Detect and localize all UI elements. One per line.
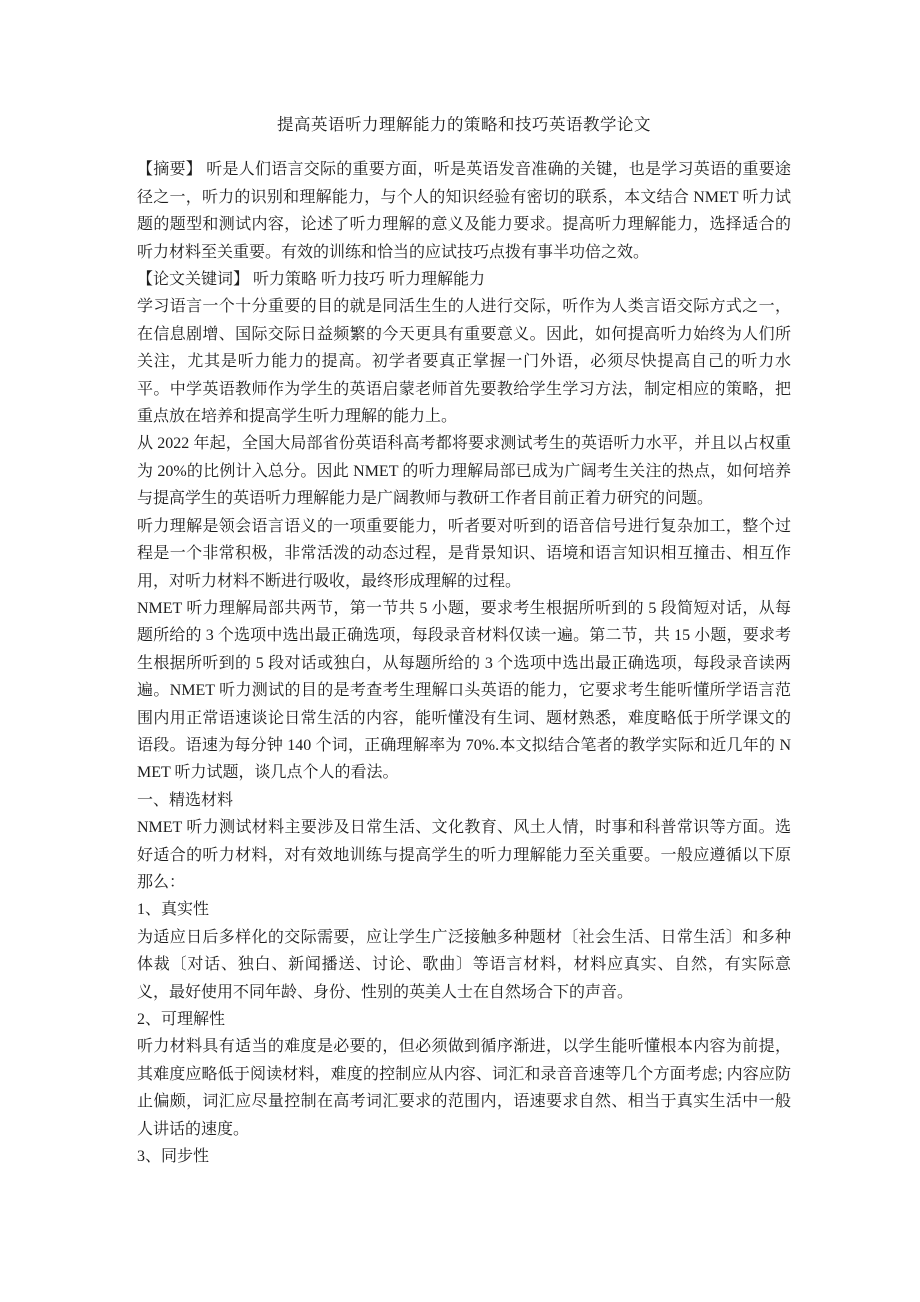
heading-authenticity: 1、真实性	[137, 901, 210, 919]
paragraph-intro: 学习语言一个十分重要的目的就是同活生生的人进行交际，听作为人类言语交际方式之一，在信息剧增、国际交际日益频繁的今天更具有重要意义。因此，如何提高听力始终为人们所关注，尤其是听力能力的提高。初学者要真正掌握一门外语，必须尽快提高自己的听力水平。中学英语教师作为学生的英语启蒙老师首先要教给学生学习方法，制定相应的策略，把重点放在培养和提高学生听力理解的能力上。	[137, 298, 791, 426]
paragraph-abstract: 【摘要】 听是人们语言交际的重要方面，听是英语发音准确的关键，也是学习英语的重要途径之一，听力的识别和理解能力，与个人的知识经验有密切的联系，本文结合 NMET 听力试题的题型和测试内容，论述了听力理解的意义及能力要求。提高听力理解能力，选择适合的听力材料至关重要。有效的训练和恰当的应试技巧点拨有事半功倍之效。	[137, 161, 791, 261]
document-title: 提高英语听力理解能力的策略和技巧英语教学论文	[277, 115, 651, 134]
heading-section-one-selected-materials: 一、精选材料	[137, 791, 234, 809]
paragraph-exam-background: 从 2022 年起，全国大局部省份英语科高考都将要求测试考生的英语听力水平，并且以占权重为 20%的比例计入总分。因此 NMET 的听力理解局部已成为广阔考生关注的热点，如何培养与提高学生的英语听力理解能力是广阔教师与教研工作者目前正着力研究的问题。	[137, 435, 791, 508]
paragraph-nmet-structure: NMET 听力理解局部共两节，第一节共 5 小题，要求考生根据所听到的 5 段简短对话，从每题所给的 3 个选项中选出最正确选项，每段录音材料仅读一遍。第二节，共 15 小题，要求考生根据所听到的 5 段对话或独白，从每题所给的 3 个选项中选出最正确选项，每段录音读两遍。NMET 听力测试的目的是考查考生理解口头英语的能力，它要求考生能听懂所学语言范围内用正常语速谈论日常生活的内容，能听懂没有生词、题材熟悉，难度略低于所学课文的语段。语速为每分钟 140 个词，正确理解率为 70%.本文拟结合笔者的教学实际和近几年的 NMET 听力试题，谈几点个人的看法。	[137, 599, 791, 782]
paragraph-listening-definition: 听力理解是领会语言语义的一项重要能力，听者要对听到的语音信号进行复杂加工，整个过程是一个非常积极，非常活泼的动态过程，是背景知识、语境和语言知识相互撞击、相互作用，对听力材料不断进行吸收，最终形成理解的过程。	[137, 517, 791, 590]
paragraph-keywords: 【论文关键词】 听力策略 听力技巧 听力理解能力	[137, 271, 486, 289]
heading-synchronicity: 3、同步性	[137, 1148, 210, 1166]
paragraph-materials-overview: NMET 听力测试材料主要涉及日常生活、文化教育、风土人情，时事和科普常识等方面。选好适合的听力材料，对有效地训练与提高学生的听力理解能力至关重要。一般应遵循以下原那么：	[137, 819, 791, 891]
heading-comprehensibility: 2、可理解性	[137, 1011, 226, 1028]
paragraph-authenticity: 为适应日后多样化的交际需要，应让学生广泛接触多种题材〔社会生活、日常生活〕和多种体裁〔对话、独白、新闻播送、讨论、歌曲〕等语言材料，材料应真实、自然，有实际意义，最好使用不同年龄、身份、性别的英美人士在自然场合下的声音。	[137, 928, 791, 1001]
document-content	[137, 111, 791, 1170]
paragraph-comprehensibility: 听力材料具有适当的难度是必要的，但必须做到循序渐进，以学生能听懂根本内容为前提，其难度应略低于阅读材料，难度的控制应从内容、词汇和录音音速等几个方面考虑; 内容应防止偏颇，词汇应尽量控制在高考词汇要求的范围内，语速要求自然、相当于真实生活中一般人讲话的速度。	[137, 1038, 791, 1138]
